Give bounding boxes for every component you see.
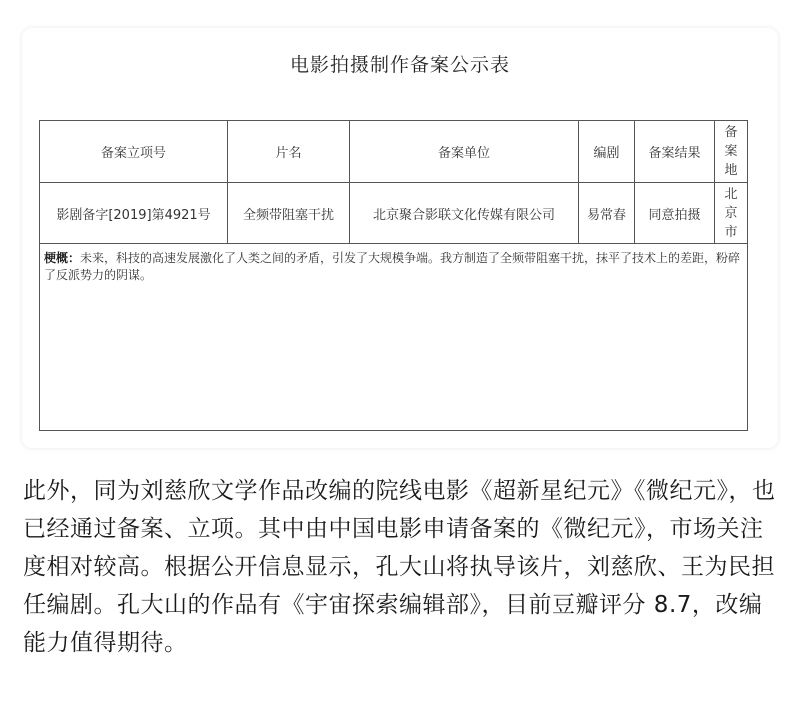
table-row	[40, 183, 748, 244]
header-film-title: 片名	[228, 121, 350, 183]
cell-filing-location: 北京市	[715, 183, 748, 244]
document-title: 电影拍摄制作备案公示表	[289, 54, 510, 76]
cell-filing-unit: 北京聚合影联文化传媒有限公司	[350, 183, 579, 244]
filing-document-card	[22, 28, 778, 448]
header-screenwriter: 编剧	[579, 121, 635, 183]
header-filing-result: 备案结果	[635, 121, 715, 183]
header-filing-unit: 备案单位	[350, 121, 579, 183]
filing-table	[39, 120, 748, 431]
cell-filing-result: 同意拍摄	[635, 183, 715, 244]
table-header-row	[40, 121, 748, 183]
synopsis-row	[40, 244, 748, 431]
cell-screenwriter: 易常春	[579, 183, 635, 244]
synopsis-text: 未来，科技的高速发展激化了人类之间的矛盾，引发了大规模争端。我方制造了全频带阻塞干扰，抹平了技术上的差距，粉碎了反派势力的阴谋。	[44, 251, 741, 282]
synopsis-cell	[40, 244, 748, 431]
cell-filing-number: 影剧备字[2019]第4921号	[40, 183, 228, 244]
header-filing-location: 备案地	[715, 121, 748, 183]
header-filing-number: 备案立项号	[40, 121, 228, 183]
cell-film-title: 全频带阻塞干扰	[228, 183, 350, 244]
article-paragraph: 此外，同为刘慈欣文学作品改编的院线电影《超新星纪元》《微纪元》，也已经通过备案、立项。其中由中国电影申请备案的《微纪元》，市场关注度相对较高。根据公开信息显示，孔大山将执导该片，刘慈欣、王为民担任编剧。孔大山的作品有《宇宙探索编辑部》，目前豆瓣评分 8.7，改编能力值得期待。	[23, 478, 776, 656]
synopsis-label: 梗概：	[44, 251, 81, 265]
